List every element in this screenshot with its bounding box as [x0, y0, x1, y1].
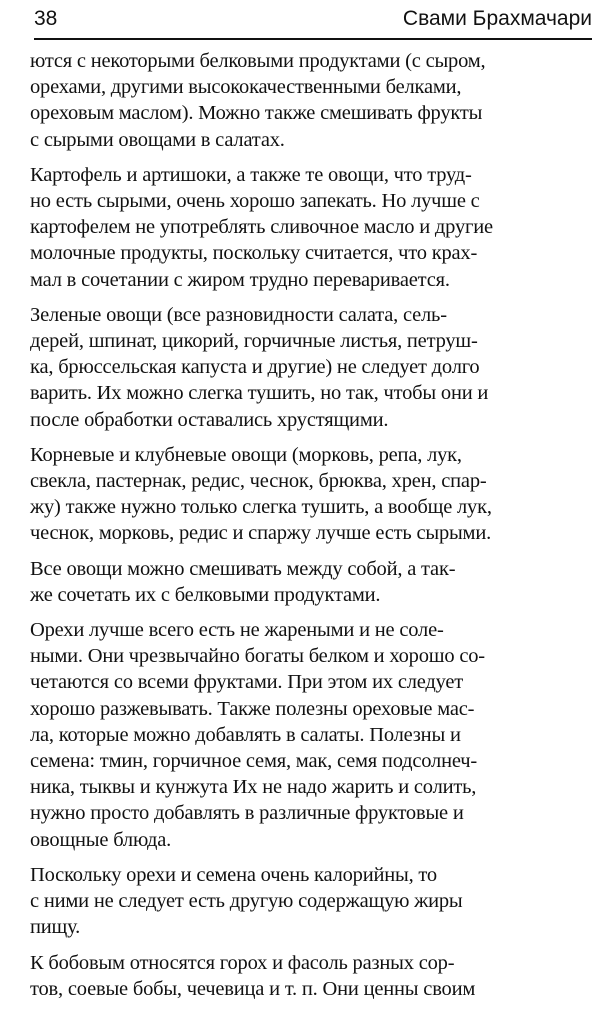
running-title: Свами Брахмачари — [402, 7, 592, 30]
body-text — [30, 48, 600, 1011]
paragraph-nuts: Орехи лучше всего есть не жареными и не соле- ными. Они чрезвычайно богаты белком и хорошо со- четаются со всеми фруктами. При этом их следует хорошо разжевывать. Также полезны ореховые мас- ла, которые можно добавлять в салаты. Полезны и семена: тмин, горчичное семя, мак, семя подсолнеч- ника, тыквы и кунжута Их не надо жарить и солить, нужно просто добавлять в различные фруктовые и овощные блюда. — [30, 619, 485, 851]
paragraph-calories: Поскольку орехи и семена очень калорийны, то с ними не следует есть другую содержащую жиры пищу. — [30, 863, 463, 939]
paragraph-mixing-vegetables: Все овощи можно смешивать между собой, а так- же сочетать их с белковыми продуктами. — [30, 557, 456, 606]
paragraph-continuation: ются с некоторыми белковыми продуктами (с сыром, орехами, другими высококачественными белками, ореховым маслом). Можно также смешивать фрукты с сырыми овощами в салатах. — [30, 50, 486, 151]
paragraph-potatoes: Картофель и артишоки, а также те овощи, что труд- но есть сырыми, очень хорошо запекать. Но лучше с картофелем не употреблять сливочное масло и другие молочные продукты, поскольку считается, что крах- мал в сочетании с жиром трудно переваривается. — [30, 163, 493, 291]
paragraph-green-vegetables: Зеленые овощи (все разновидности салата, сель- дерей, шпинат, цикорий, горчичные листья, петруш- ка, брюссельская капуста и другие) не следует долго варить. Их можно слегка тушить, но так, чтобы они и после обработки оставались хрустящими. — [30, 303, 489, 431]
page-number: 38 — [34, 7, 58, 30]
paragraph-root-vegetables: Корневые и клубневые овощи (морковь, репа, лук, свекла, пастернак, редис, чеснок, брюква, хрен, спар- жу) также нужно только слегка тушить, а вообще лук, чеснок, морковь, редис и спаржу лучше есть сырыми. — [30, 443, 492, 545]
paragraph-legumes: К бобовым относятся горох и фасоль разных сор- тов, соевые бобы, чечевица и т. п. Они ценны своим — [30, 951, 476, 1000]
running-header — [34, 4, 592, 40]
